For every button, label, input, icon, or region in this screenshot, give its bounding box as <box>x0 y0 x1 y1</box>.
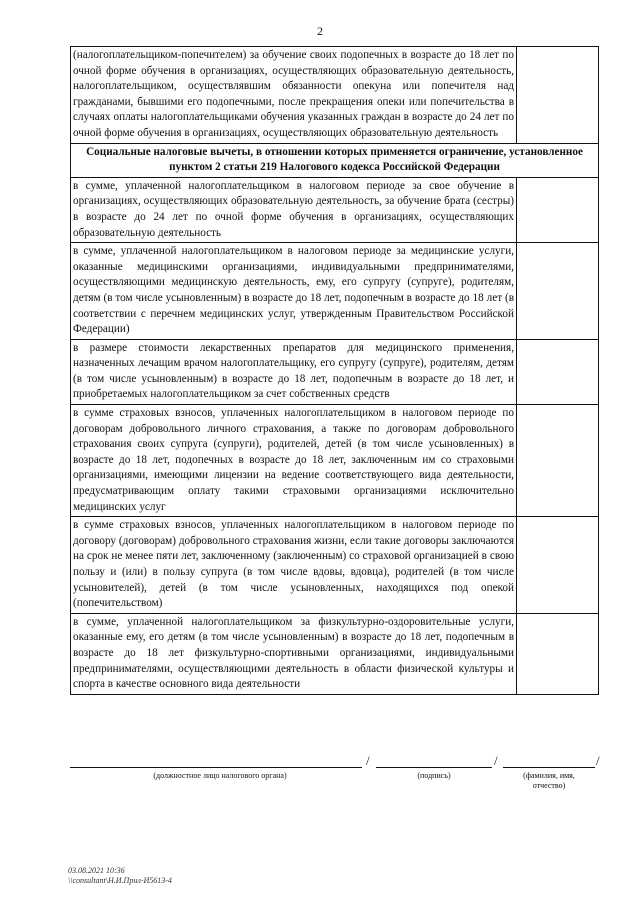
deduction-amount-cell <box>517 613 599 694</box>
deduction-description: в сумме, уплаченной налогоплательщиком за физкультурно-оздоровительные услуги, оказанные ему, его детям (в том числе усыновленным) в возрасте до 18 лет, подопечным в возрасте до 18 лет физкультурно-спортивными организациями, индивидуальными предпринимателями, осуществляющими деятельность в области физической культуры и спорта в качестве основного вида деятельности <box>71 613 517 694</box>
signature-caption: (подпись) <box>417 771 451 780</box>
deduction-description: в размере стоимости лекарственных препаратов для медицинского применения, назначенных лечащим врачом налогоплательщику, его супругу (супруге), родителям, детям (в том числе усыновленным) в возрасте до 18 лет, подопечным в возрасте до 18 лет, и приобретаемых налогоплательщиком за счет собственных средств <box>71 339 517 404</box>
name-line <box>503 767 595 768</box>
footer-timestamp: 03.08.2021 10:36 <box>68 866 125 875</box>
table-row <box>71 339 599 404</box>
page-number: 2 <box>317 24 323 38</box>
section-header: Социальные налоговые вычеты, в отношении которых применяется ограничение, установленное пунктом 2 статьи 219 Налогового кодекса Российской Федерации <box>71 143 599 177</box>
deduction-amount-cell <box>517 339 599 404</box>
signature-line <box>376 767 492 768</box>
deduction-amount-cell <box>517 405 599 517</box>
signature-separator: / <box>366 753 370 768</box>
deduction-description: (налогоплательщиком-попечителем) за обучение своих подопечных в возрасте до 18 лет по очной форме обучения в организациях, осуществляющих образовательную деятельность, налогоплательщиком, осуществлявшим обязанности опекуна или попечителя над гражданами, бывшими его подопечными, после прекращения опеки или попечительства в случаях оплаты налогоплательщиками обучения указанных граждан в возрасте до 24 лет по очной форме обучения в организациях, осуществляющих образовательную деятельность <box>71 47 517 144</box>
table-row <box>71 613 599 694</box>
table-row <box>71 517 599 614</box>
deduction-amount-cell <box>517 243 599 340</box>
deduction-amount-cell <box>517 517 599 614</box>
table-row <box>71 243 599 340</box>
table-row <box>71 177 599 242</box>
official-signature-line <box>70 767 362 768</box>
official-caption: (должностное лицо налогового органа) <box>153 771 287 780</box>
signature-separator: / <box>494 753 498 768</box>
signature-separator: / <box>596 753 600 768</box>
deductions-table <box>70 46 599 695</box>
deduction-description: в сумме страховых взносов, уплаченных налогоплательщиком в налоговом периоде по договору (договорам) добровольного страхования жизни, если такие договоры заключаются на срок не менее пяти лет, заключенному (заключенным) со страховой организацией в свою пользу и (или) в пользу супруга (в том числе вдовы, вдовца), родителей (в том числе усыновителей), детей (в том числе усыновленных, находящихся под опекой (попечительством) <box>71 517 517 614</box>
deduction-amount-cell <box>517 47 599 144</box>
name-caption: (фамилия, имя, отчество) <box>523 771 575 790</box>
table-row <box>71 47 599 144</box>
deduction-description: в сумме, уплаченной налогоплательщиком в налоговом периоде за медицинские услуги, оказанные медицинскими организациями, индивидуальными предпринимателями, осуществляющими медицинскую деятельность, ему, его супругу (супруге), родителям, детям (в том числе усыновленным) в возрасте до 18 лет, подопечным в возрасте до 18 лет (в соответствии с перечнем медицинских услуг, утвержденным Правительством Российской Федерации) <box>71 243 517 340</box>
deduction-description: в сумме, уплаченной налогоплательщиком в налоговом периоде за свое обучение в организациях, осуществляющих образовательную деятельность, за обучение брата (сестры) в возрасте до 24 лет по очной форме обучения в организациях, осуществляющих образовательную деятельность <box>71 177 517 242</box>
deduction-amount-cell <box>517 177 599 242</box>
section-header-row <box>71 143 599 177</box>
table-row <box>71 405 599 517</box>
deduction-description: в сумме страховых взносов, уплаченных налогоплательщиком в налоговом периоде по договорам добровольного личного страхования, а также по договорам добровольного страхования своих супруга (супруги), родителей, детей (в том числе усыновленных) в возрасте до 18 лет, подопечных в возрасте до 18 лет, заключенным им со страховыми организациями, имеющими лицензии на ведение соответствующего вида деятельности, предусматривающим оплату такими страховыми организациями исключительно медицинских услуг <box>71 405 517 517</box>
footer-document-path: \\consultant\Н.И.Прил-И5613-4 <box>68 876 172 885</box>
